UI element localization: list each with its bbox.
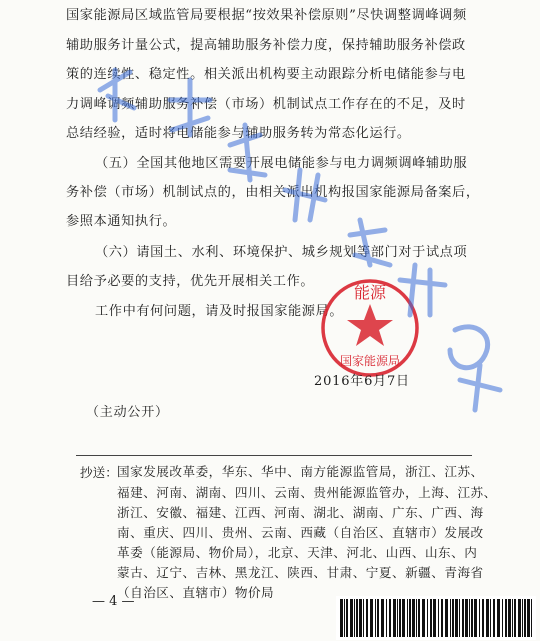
barcode-bar xyxy=(346,599,348,637)
body-line: 国家能源局区域监管局要根据“按效果补偿原则”尽快调整调峰调频 xyxy=(66,8,467,23)
body-line: 务补偿（市场）机制试点的，由相关派出机构报国家能源局备案后， xyxy=(66,185,480,200)
barcode-bar xyxy=(366,599,368,637)
barcode-bar xyxy=(356,599,358,637)
publicity-label: （主动公开） xyxy=(86,405,169,420)
barcode-bar xyxy=(482,599,484,637)
body-line: 参照本通知执行。 xyxy=(66,214,177,229)
body-line: （五）全国其他地区需要开展电储能参与电力调频调峰辅助服 xyxy=(95,156,468,171)
cc-line: （自治区、直辖市）物价局 xyxy=(117,585,275,600)
barcode-bar xyxy=(418,599,420,637)
barcode-bar xyxy=(462,599,464,637)
body-line: 力调峰调频辅助服务补偿（市场）机制试点工作存在的不足，及时 xyxy=(66,97,466,112)
barcode-bar xyxy=(452,599,454,637)
barcode-bar xyxy=(522,599,523,637)
barcode-bar xyxy=(386,599,387,637)
barcode-bar xyxy=(340,599,343,637)
barcode-bar xyxy=(441,599,443,637)
cc-line: 南、重庆、四川、贵州、云南、西藏（自治区、直辖市）发展改 xyxy=(117,525,484,540)
barcode-bar xyxy=(402,599,405,637)
barcode-bar xyxy=(344,599,345,637)
barcode-bar xyxy=(416,599,417,637)
barcode-icon xyxy=(336,596,536,640)
barcode-bar xyxy=(377,599,379,637)
barcode-bar xyxy=(445,599,448,637)
barcode-bar xyxy=(375,599,376,637)
barcode-bar xyxy=(433,599,436,637)
cc-line: 蒙古、辽宁、吉林、黑龙江、陕西、甘肃、宁夏、新疆、青海省 xyxy=(117,565,484,580)
seal-star-icon xyxy=(347,304,393,346)
barcode-bar xyxy=(490,599,491,637)
barcode-bar xyxy=(370,599,373,637)
barcode-bar xyxy=(493,599,495,637)
barcode-bar xyxy=(350,599,353,637)
official-seal xyxy=(300,268,440,378)
barcode-bar xyxy=(397,599,398,637)
barcode-bar xyxy=(471,599,473,637)
barcode-bar xyxy=(486,599,489,637)
barcode-bar xyxy=(514,599,516,637)
divider-top xyxy=(76,455,472,456)
barcode-bar xyxy=(407,599,408,637)
issue-date: 2016年6月7日 xyxy=(314,374,410,389)
barcode-bar xyxy=(474,599,477,637)
barcode-bar xyxy=(505,599,507,637)
body-line: （六）请国土、水利、环境保护、城乡规划等部门对于试点项 xyxy=(95,245,468,260)
barcode-bar xyxy=(450,599,451,637)
cc-line: 革委（能源局、物价局），北京、天津、河北、山西、山东、内 xyxy=(117,545,478,560)
cc-label: 抄送： xyxy=(80,465,118,480)
barcode-bar xyxy=(502,599,503,637)
barcode-bar xyxy=(479,599,480,637)
barcode-bar xyxy=(381,599,384,637)
barcode-bar xyxy=(363,599,364,637)
barcode-bar xyxy=(455,599,458,637)
seal-top-text: 能源 xyxy=(353,283,387,302)
barcode-bar xyxy=(465,599,468,637)
barcode-bar xyxy=(524,599,526,637)
body-line: 辅助服务计量公式，提高辅助服务补偿力度，保持辅助服务补偿政 xyxy=(66,38,466,53)
body-line: 策的连续性、稳定性。相关派出机构要主动跟踪分析电储能参与电 xyxy=(66,67,466,82)
body-line: 工作中有何问题，请及时报国家能源局。 xyxy=(95,304,344,319)
cc-line: 福建、河南、湖南、四川、云南、贵州能源监管办，上海、江苏、 xyxy=(117,485,497,500)
spacer xyxy=(76,586,116,587)
barcode-bar xyxy=(412,599,415,637)
body-line: 目给予必要的支持，优先开展相关工作。 xyxy=(66,274,315,289)
barcode-bar xyxy=(354,599,355,637)
barcode-bar xyxy=(512,599,513,637)
barcode-bar xyxy=(497,599,500,637)
barcode-bar xyxy=(427,599,428,637)
barcode-bar xyxy=(359,599,362,637)
barcode-bar xyxy=(527,599,530,637)
barcode-bar xyxy=(459,599,460,637)
cc-line: 浙江、安徽、福建、江西、河南、湖北、湖南、广东、广西、海 xyxy=(117,505,484,520)
barcode-bar xyxy=(438,599,439,637)
barcode-bar xyxy=(430,599,432,637)
cc-line: 国家发展改革委，华东、华中、南方能源监管局，浙江、江苏、 xyxy=(117,464,484,479)
barcode-bar xyxy=(531,599,532,637)
body-line: 总结经验，适时将电储能参与辅助服务转为常态化运行。 xyxy=(66,126,411,141)
barcode-bar xyxy=(508,599,511,637)
barcode-bar xyxy=(469,599,470,637)
page-number: — 4 — xyxy=(92,594,135,609)
barcode-bar xyxy=(399,599,401,637)
barcode-bar xyxy=(393,599,396,637)
barcode-bar xyxy=(518,599,521,637)
barcode-bar xyxy=(389,599,391,637)
watermark xyxy=(60,30,520,450)
seal-bottom-text: 国家能源局 xyxy=(339,354,401,368)
barcode-bar xyxy=(409,599,411,637)
barcode-bar xyxy=(422,599,425,637)
